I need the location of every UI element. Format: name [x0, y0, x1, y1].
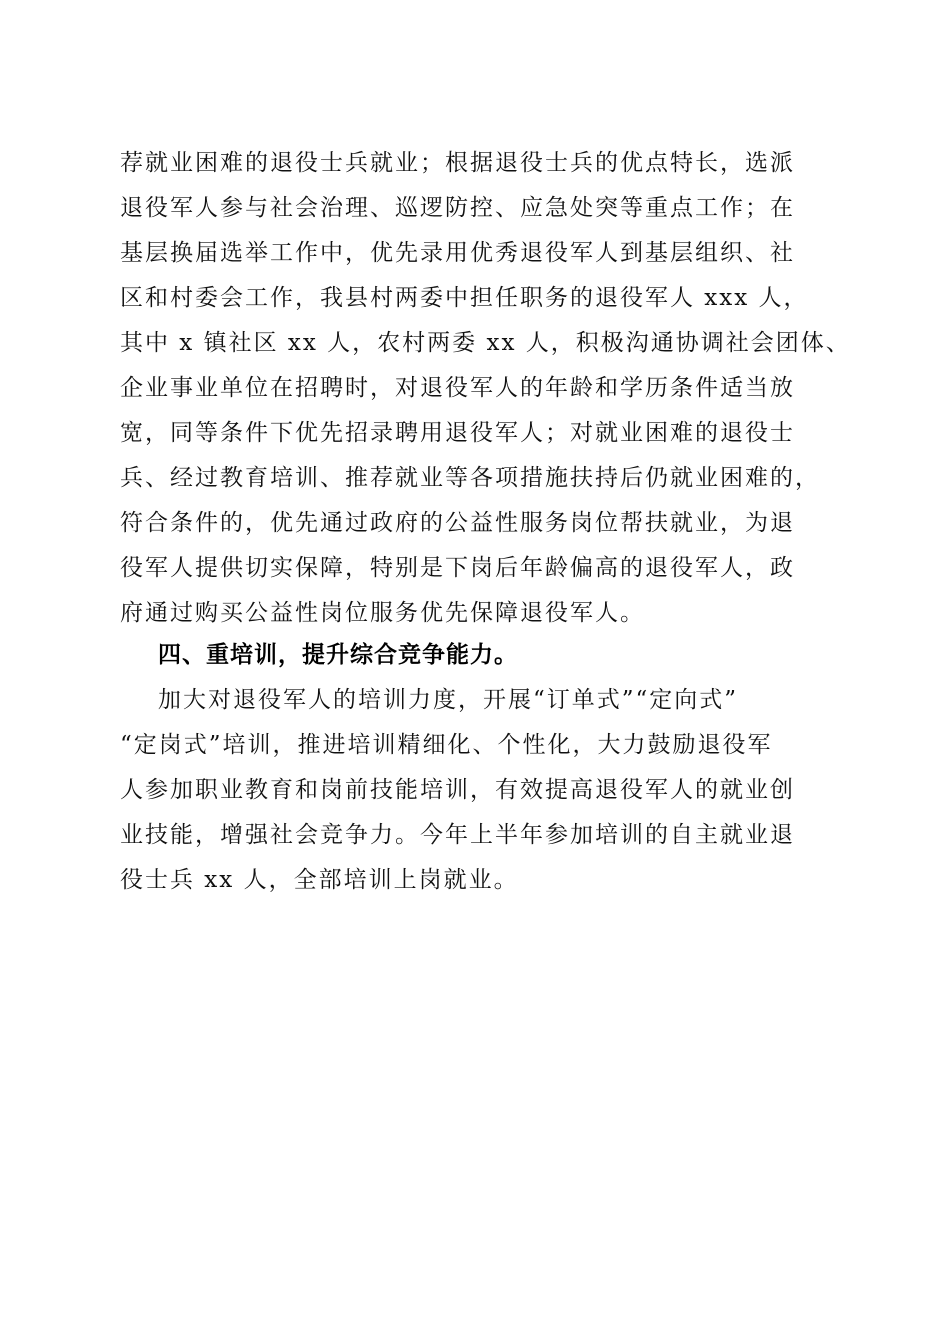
- text-line: 基层换届选举工作中，优先录用优秀退役军人到基层组织、社: [120, 240, 795, 266]
- text-line: 宽，同等条件下优先招录聘用退役军人；对就业困难的退役士: [120, 420, 795, 446]
- paragraph-training: [120, 678, 840, 903]
- paragraph-employment-support: [120, 141, 851, 636]
- text-line: 符合条件的，优先通过政府的公益性服务岗位帮扶就业，为退: [120, 510, 795, 536]
- text-line: “定岗式”培训，推进培训精细化、个性化，大力鼓励退役军: [120, 732, 773, 758]
- text-line: 役士兵 xx 人，全部培训上岗就业。: [120, 867, 519, 893]
- text-line: 区和村委会工作，我县村两委中担任职务的退役军人 xxx 人，: [120, 285, 809, 311]
- text-line: 荐就业困难的退役士兵就业；根据退役士兵的优点特长，选派: [120, 150, 795, 176]
- text-line: 兵、经过教育培训、推荐就业等各项措施扶持后仍就业困难的，: [120, 465, 820, 491]
- text-line: 业技能，增强社会竞争力。今年上半年参加培训的自主就业退: [120, 822, 795, 848]
- text-line: 加大对退役军人的培训力度，开展“订单式”“定向式”: [158, 687, 739, 713]
- text-line: 其中 x 镇社区 xx 人，农村两委 xx 人，积极沟通协调社会团体、: [120, 330, 851, 356]
- text-line: 退役军人参与社会治理、巡逻防控、应急处突等重点工作；在: [120, 195, 795, 221]
- text-line: 府通过购买公益性岗位服务优先保障退役军人。: [120, 600, 645, 626]
- text-line: 人参加职业教育和岗前技能培训，有效提高退役军人的就业创: [120, 777, 795, 803]
- section-heading: 四、重培训，提升综合竞争能力。: [158, 642, 518, 668]
- text-line: 役军人提供切实保障，特别是下岗后年龄偏高的退役军人，政: [120, 555, 795, 581]
- text-line: 企业事业单位在招聘时，对退役军人的年龄和学历条件适当放: [120, 375, 795, 401]
